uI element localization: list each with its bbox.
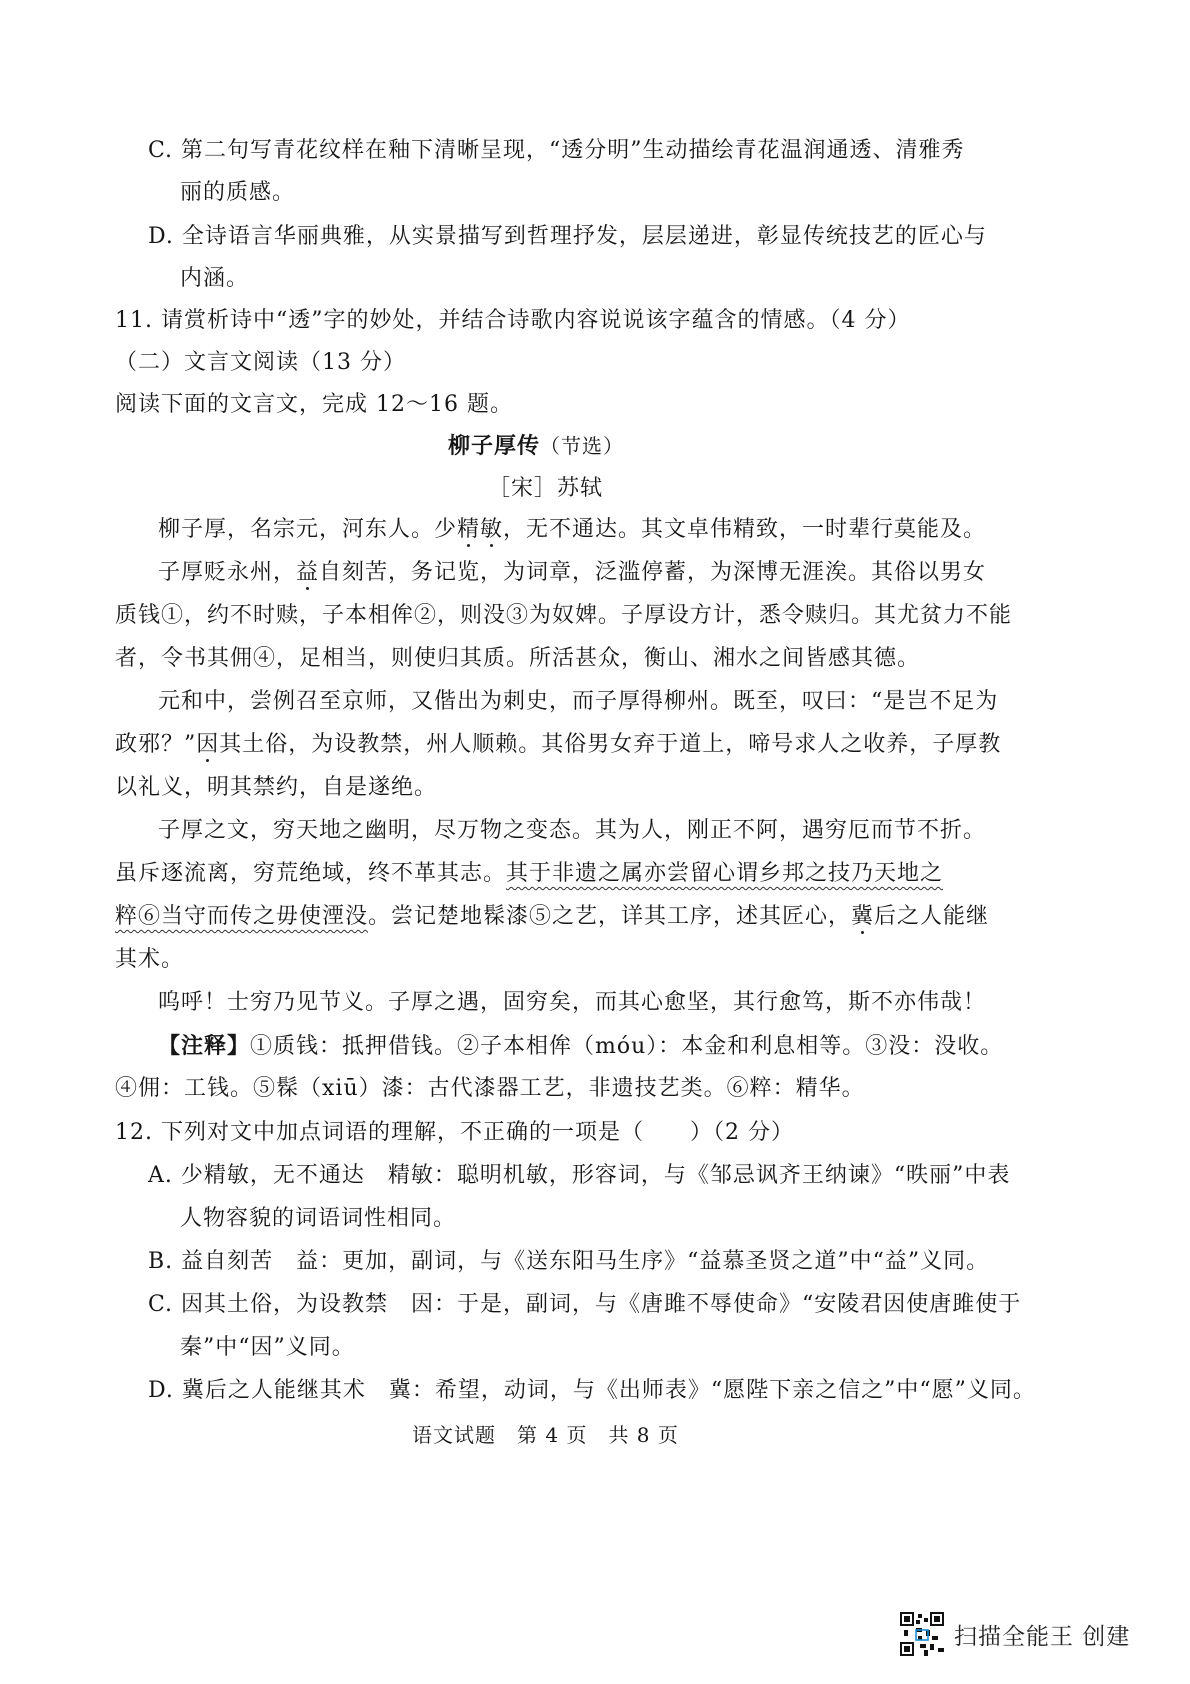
text: 。尝记楚地髹漆⑤之艺，详其工序，述其匠心， [368, 904, 852, 929]
q10-option-d-line1: D. 全诗语言华丽典雅，从实景描写到哲理抒发，层层递进，彰显传统技艺的匠心与 [148, 224, 987, 249]
question-11: 11. 请赏析诗中“透”字的妙处，并结合诗歌内容说说该字蕴含的情感。（4 分） [115, 308, 911, 333]
notes-label: 【注释】 [158, 1033, 251, 1059]
watermark-text: 扫描全能王 创建 [954, 1623, 1131, 1650]
q12-option-c-line1: C. 因其土俗，为设教禁 因：于是，副词，与《唐雎不辱使命》“安陵君因使唐雎使于 [148, 1292, 1022, 1317]
section-instruction: 阅读下面的文言文，完成 12～16 题。 [115, 392, 513, 417]
page-footer: 语文试题 第 4 页 共 8 页 [412, 1423, 679, 1447]
passage-p4-line4: 其术。 [115, 947, 185, 972]
q12-option-a-line1: A. 少精敏，无不通达 精敏：聪明机敏，形容词，与《邹忌讽齐王纳谏》“昳丽”中表 [148, 1163, 1011, 1188]
q12-option-c-line2: 秦”中“因”义同。 [180, 1335, 355, 1360]
scanner-watermark [900, 1612, 1130, 1656]
passage-p4-line3 [115, 902, 989, 932]
passage-p2-line1 [158, 558, 986, 588]
passage-p3-line3: 以礼义，明其禁约，自是遂绝。 [115, 775, 438, 800]
passage-p3-line1: 元和中，尝例召至京师，又偕出为刺史，而子厚得柳州。既至，叹曰：“是岂不足为 [158, 689, 999, 714]
text: 子厚贬永州， [158, 560, 297, 585]
wavy-underlined-text: 粹⑥当守而传之毋使湮没 [115, 904, 369, 929]
passage-p5: 呜呼！士穷乃见节义。子厚之遇，固穷矣，而其心愈坚，其行愈笃，斯不亦伟哉！ [158, 990, 987, 1015]
passage-p3-line2 [115, 730, 1001, 760]
notes-line2: ④佣：工钱。⑤髹（xiū）漆：古代漆器工艺，非遗技艺类。⑥粹：精华。 [115, 1076, 865, 1101]
passage-author: ［宋］苏轼 [488, 476, 604, 501]
wavy-underlined-text: 其于非遗之属亦尝留心谓乡邦之技乃天地之 [506, 861, 944, 886]
text: 其土俗，为设教禁，州人顺赖。其俗男女弃于道上，啼号求人之收养，子厚教 [219, 732, 1002, 757]
q10-option-d-line2: 内涵。 [180, 266, 250, 291]
text: 后之人能继 [874, 904, 990, 929]
dotted-char: 益 [296, 560, 320, 585]
passage-p2-line3: 者，令书其佣④，足相当，则使归其质。所活甚众，衡山、湘水之间皆感其德。 [115, 646, 921, 671]
section-heading: （二）文言文阅读（13 分） [115, 350, 406, 375]
q12-option-b: B. 益自刻苦 益：更加，副词，与《送东阳马生序》“益慕圣贤之道”中“益”义同。 [148, 1249, 990, 1274]
q10-option-c-line1: C. 第二句写青花纹样在釉下清晰呈现，“透分明”生动描绘青花温润通透、清雅秀 [148, 138, 965, 163]
text: 柳子厚，名宗元，河东人。少 [158, 517, 458, 542]
notes-text: ①质钱：抵押借钱。②子本相侔（móu）：本金和利息相等。③没：没收。 [250, 1034, 1004, 1059]
passage-p4-line1: 子厚之文，穷天地之幽明，尽万物之变态。其为人，刚正不阿，遇穷厄而节不折。 [158, 818, 987, 843]
qr-code-icon [900, 1612, 944, 1656]
dotted-char: 冀 [851, 904, 875, 929]
passage-p4-line2 [115, 859, 943, 889]
passage-p1 [158, 515, 986, 545]
q12-option-d: D. 冀后之人能继其术 冀：希望，动词，与《出师表》“愿陛下亲之信之”中“愿”义同。 [148, 1378, 1036, 1403]
text: ，无不通达。其文卓伟精致，一时辈行莫能及。 [503, 517, 987, 542]
passage-title-text: 柳子厚传 [448, 433, 541, 459]
text: 自刻苦，务记览，为词章，泛滥停蓄，为深博无涯涘。其俗以男女 [319, 560, 987, 585]
question-12-stem: 12. 下列对文中加点词语的理解，不正确的一项是（ ）（2 分） [115, 1120, 794, 1145]
passage-title [448, 431, 624, 461]
dotted-char: 精 [457, 517, 481, 542]
passage-p2-line2: 质钱①，约不时赎，子本相侔②，则没③为奴婢。子厚设方计，悉令赎归。其尤贫力不能 [115, 603, 1013, 628]
q12-option-a-line2: 人物容貌的词语词性相同。 [180, 1206, 457, 1231]
text: 虽斥逐流离，穷荒绝域，终不革其志。 [115, 861, 507, 886]
text: 政邪？” [115, 732, 197, 757]
notes-line1 [158, 1031, 1003, 1062]
dotted-char: 敏 [480, 517, 504, 542]
passage-title-note: （节选） [540, 434, 625, 458]
dotted-char: 因 [196, 732, 220, 757]
q10-option-c-line2: 丽的质感。 [180, 180, 296, 205]
